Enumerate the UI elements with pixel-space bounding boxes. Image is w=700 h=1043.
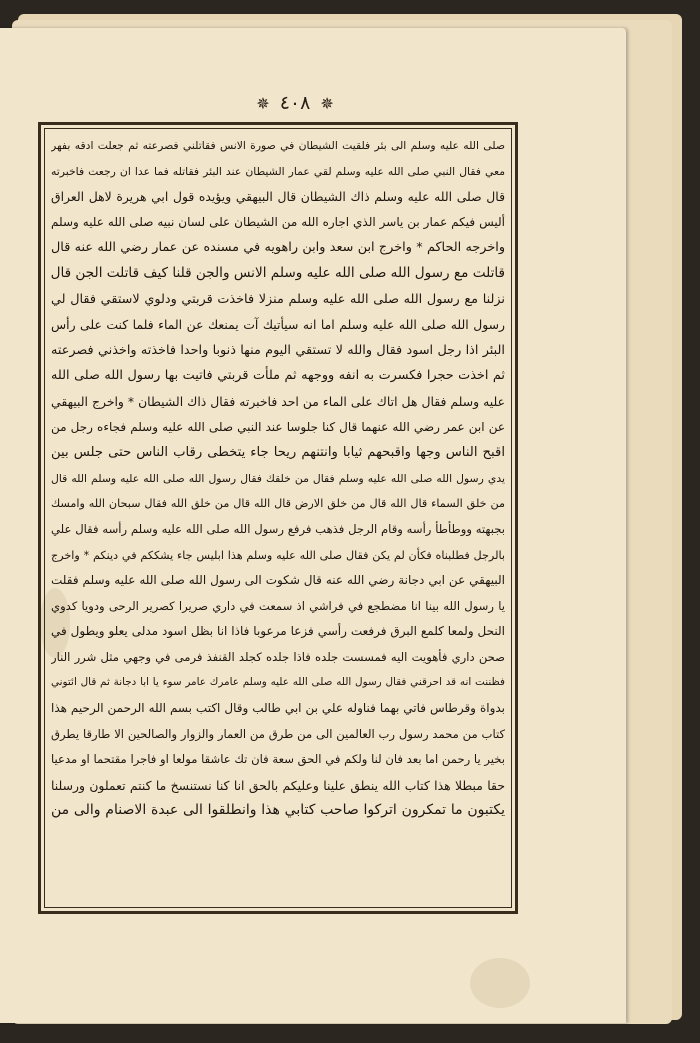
text-line: يدي رسول الله صلى الله عليه وسلم فقال من خلقك فقال رسول الله صلى الله عليه وسلم الله قال <box>51 471 505 485</box>
text-line: عليه وسلم فقال هل اتاك على الماء من احد فاخبرته فقال ذاك الشيطان * واخرج البيهقي <box>51 393 505 409</box>
text-line: بدواة وقرطاس فاتي بهما فناوله علي بن ابي طالب وقال اكتب بسم الله الرحمن الرحيم هذا <box>51 701 505 716</box>
text-block <box>51 133 505 903</box>
text-line: رسول الله صلى الله عليه وسلم اما انه سيأتيك آت يمنعك عن الماء فلما كنت على رأس <box>51 317 505 333</box>
text-line: ثم اخذت حجرا فكسرت به انفه ووجهه ثم ملأت قربتي فاتيت بها رسول الله صلى الله <box>51 368 505 384</box>
text-line: أليس فيكم عمار بن ياسر الذي اجاره الله من الشيطان على لسان نبيه صلى الله عليه وسلم <box>51 214 505 229</box>
ornament-icon: ✵ <box>320 94 334 113</box>
text-line: من خلق السماء قال الله قال من خلق الارض قال الله قال من خلق الله فقال سبحان الله وامسك <box>51 497 505 511</box>
text-line: فظننت انه قد احرقني فقال رسول الله صلى الله عليه وسلم عامرك عامر سوء يا ابا دجانة ثم قال ائتوني <box>51 676 505 689</box>
text-line: قاتلت مع رسول الله صلى الله عليه وسلم الانس والجن قلنا كيف قاتلت الجن قال <box>51 264 505 281</box>
text-line: حقا مبطلا هذا كتاب الله ينطق علينا وعليكم بالحق انا كنا نستنسخ ما كنتم تعملون ورسلنا <box>51 777 505 793</box>
text-line: كتاب من محمد رسول رب العالمين الى من طرق من العمار والزوار والصالحين الا طارقا يطرق <box>51 726 505 741</box>
text-line: بالرجل فطلبناه فكأن لم يكن فقال صلى الله عليه وسلم هذا ابليس جاء يشككم في دينكم * واخرج <box>51 548 505 562</box>
text-frame <box>38 122 518 914</box>
text-line: اقبح الناس وجها واقبحهم ثيابا وانتنهم ريحا جاء يتخطى رقاب الناس حتى جلس بين <box>51 445 505 461</box>
text-line: معي فقال النبي صلى الله عليه وسلم لقي عمار الشيطان عند البئر فقاتله فما عدا ان رجعت فاخبرته <box>51 164 505 178</box>
text-line: صلى الله عليه وسلم الى بئر فلقيت الشيطان في صورة الانس فقاتلني فصرعته ثم جعلت ادقه بفهر <box>51 139 505 152</box>
text-line: يا رسول الله بينا انا مضطجع في فراشي اذ سمعت في داري صريرا كصرير الرحى ودويا كدوي <box>51 598 505 613</box>
text-line: النحل ولمعا كلمع البرق فرفعت رأسي فزعا مرعوبا فاذا انا بظل اسود مدلى يعلو ويطول في <box>51 624 505 639</box>
paper-stain <box>470 958 530 1008</box>
text-line: صحن داري فأهويت اليه فمسست جلده فاذا جلده كجلد القنفذ فرمى في وجهي مثل شرر النار <box>51 649 505 664</box>
page-number: ٤٠٨ <box>279 92 311 114</box>
text-line: بجبهته ووطأطأ رأسه وقام الرجل فذهب فرفع رسول الله صلى الله عليه وسلم رأسه فقال علي <box>51 521 505 536</box>
text-line: البيهقي عن ابي دجانة رضي الله عنه قال شكوت الى رسول الله صلى الله عليه وسلم فقلت <box>51 573 505 588</box>
text-line: بخير يا رحمن اما بعد فان لنا ولكم في الحق سعة فان تك عاشقا مولعا او فاجرا مقتحما او مدعيا <box>51 752 505 767</box>
text-line: البئر اذا رجل اسود فقال والله لا تستقي اليوم منها ذنوبا واحدا فاخذته واخذني فصرعته <box>51 342 505 358</box>
page-number-header <box>210 92 380 114</box>
text-line: يكتبون ما تمكرون اتركوا صاحب كتابي هذا وانطلقوا الى عبدة الاصنام والى من <box>51 802 505 819</box>
text-line: واخرجه الحاكم * واخرج ابن سعد وابن راهويه في مسنده عن عمار رضي الله عنه قال <box>51 240 505 256</box>
text-line: عن ابن عمر رضي الله عنهما قال كنا جلوسا عند النبي صلى الله عليه وسلم فجاءه رجل من <box>51 419 505 434</box>
text-line: قال صلى الله عليه وسلم ذاك الشيطان قال البيهقي ويؤيده قول ابي هريرة لاهل العراق <box>51 189 505 205</box>
ornament-icon: ✵ <box>256 94 270 113</box>
text-line: نزلنا مع رسول الله صلى الله عليه وسلم منزلا فاخذت قربتي ودلوي لاستقي فقال لي <box>51 291 505 307</box>
